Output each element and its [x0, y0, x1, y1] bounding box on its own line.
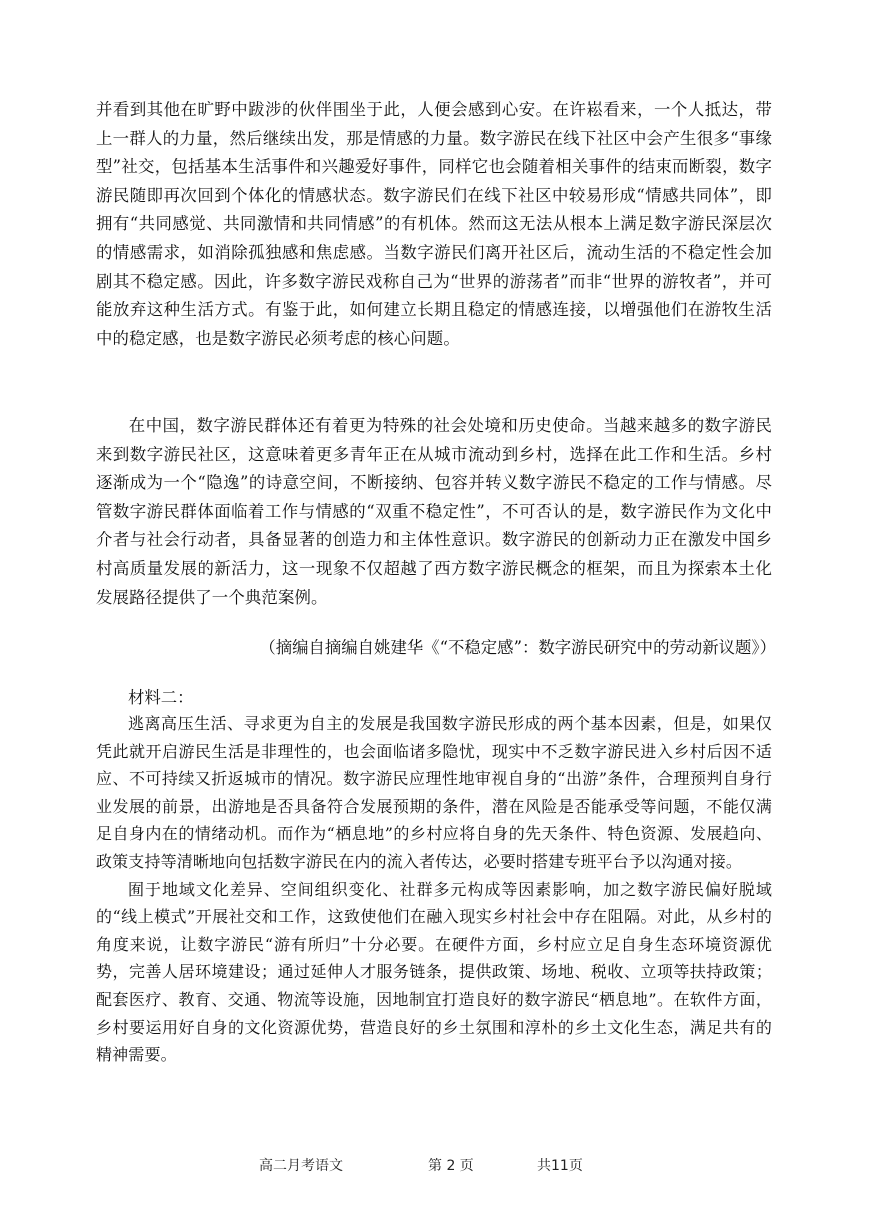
passage-1-body — [96, 96, 772, 353]
footer-total-pages: 共11页 — [537, 1158, 583, 1174]
passage-1-paragraph-1: 并看到其他在旷野中跋涉的伙伴围坐于此，人便会感到心安。在许崧看来，一个人抵达，带上一群人的力量，然后继续出发，那是情感的力量。数字游民在线下社区中会产生很多“事缘型”社交，包括基本生活事件和兴趣爱好事件，同样它也会随着相关事件的结束而断裂，数字游民随即再次回到个体化的情感状态。数字游民们在线下社区中较易形成“情感共同体”，即拥有“共同感觉、共同激情和共同情感”的有机体。然而这无法从根本上满足数字游民深层次的情感需求，如消除孤独感和焦虑感。当数字游民们离开社区后，流动生活的不稳定性会加剧其不稳定感。因此，许多数字游民戏称自己为“世界的游荡者”而非“世界的游牧者”，并可能放弃这种生活方式。有鉴于此，如何建立长期且稳定的情感连接，以增强他们在游牧生活中的稳定感，也是数字游民必须考虑的核心问题。 — [96, 100, 772, 348]
footer-subject: 高二月考语文 — [259, 1158, 343, 1174]
footer-page-number: 第 2 页 — [428, 1158, 474, 1174]
material-2-heading: 材料二： — [128, 688, 194, 707]
passage-1-paragraph-2: 在中国，数字游民群体还有着更为特殊的社会处境和历史使命。当越来越多的数字游民来到数字游民社区，这意味着更多青年正在从城市流动到乡村，选择在此工作和生活。乡村逐渐成为一个“隐逸”的诗意空间，不断接纳、包容并转义数字游民不稳定的工作与情感。尽管数字游民群体面临着工作与情感的“双重不稳定性”，不可否认的是，数字游民作为文化中介者与社会行动者，具备显著的创造力和主体性意识。数字游民的创新动力正在激发中国乡村高质量发展的新活力，这一现象不仅超越了西方数字游民概念的框架，而且为探索本土化发展路径提供了一个典范案例。 — [96, 416, 772, 607]
passage-2-body — [96, 710, 772, 1069]
passage-2-paragraph-2: 囿于地域文化差异、空间组织变化、社群多元构成等因素影响，加之数字游民偏好脱域的“线上模式”开展社交和工作，这致使他们在融入现实乡村社会中存在阻隔。对此，从乡村的角度来说，让数字游民“游有所归”十分必要。在硬件方面，乡村应立足自身生态环境资源优势，完善人居环境建设；通过延伸人才服务链条，提供政策、场地、税收、立项等扶持政策；配套医疗、教育、交通、物流等设施，因地制宜打造良好的数字游民“栖息地”。在软件方面，乡村要运用好自身的文化资源优势，营造良好的乡土氛围和淳朴的乡土文化生态，满足共有的精神需要。 — [96, 879, 772, 1065]
passage-2-paragraph-1: 逃离高压生活、寻求更为自主的发展是我国数字游民形成的两个基本因素，但是，如果仅凭此就开启游民生活是非理性的，也会面临诸多隐忧，现实中不乏数字游民进入乡村后因不适应、不可持续又折返城市的情况。数字游民应理性地审视自身的“出游”条件，合理预判自身行业发展的前景，出游地是否具备符合发展预期的条件，潜在风险是否能承受等问题，不能仅满足自身内在的情绪动机。而作为“栖息地”的乡村应将自身的先天条件、特色资源、发展趋向、政策支持等清晰地向包括数字游民在内的流入者传达，必要时搭建专班平台予以沟通对接。 — [96, 714, 772, 871]
passage-1-source-citation: （摘编自摘编自姚建华《“不稳定感”：数字游民研究中的劳动新议题》） — [259, 638, 776, 657]
passage-1-body-continued — [96, 412, 772, 612]
